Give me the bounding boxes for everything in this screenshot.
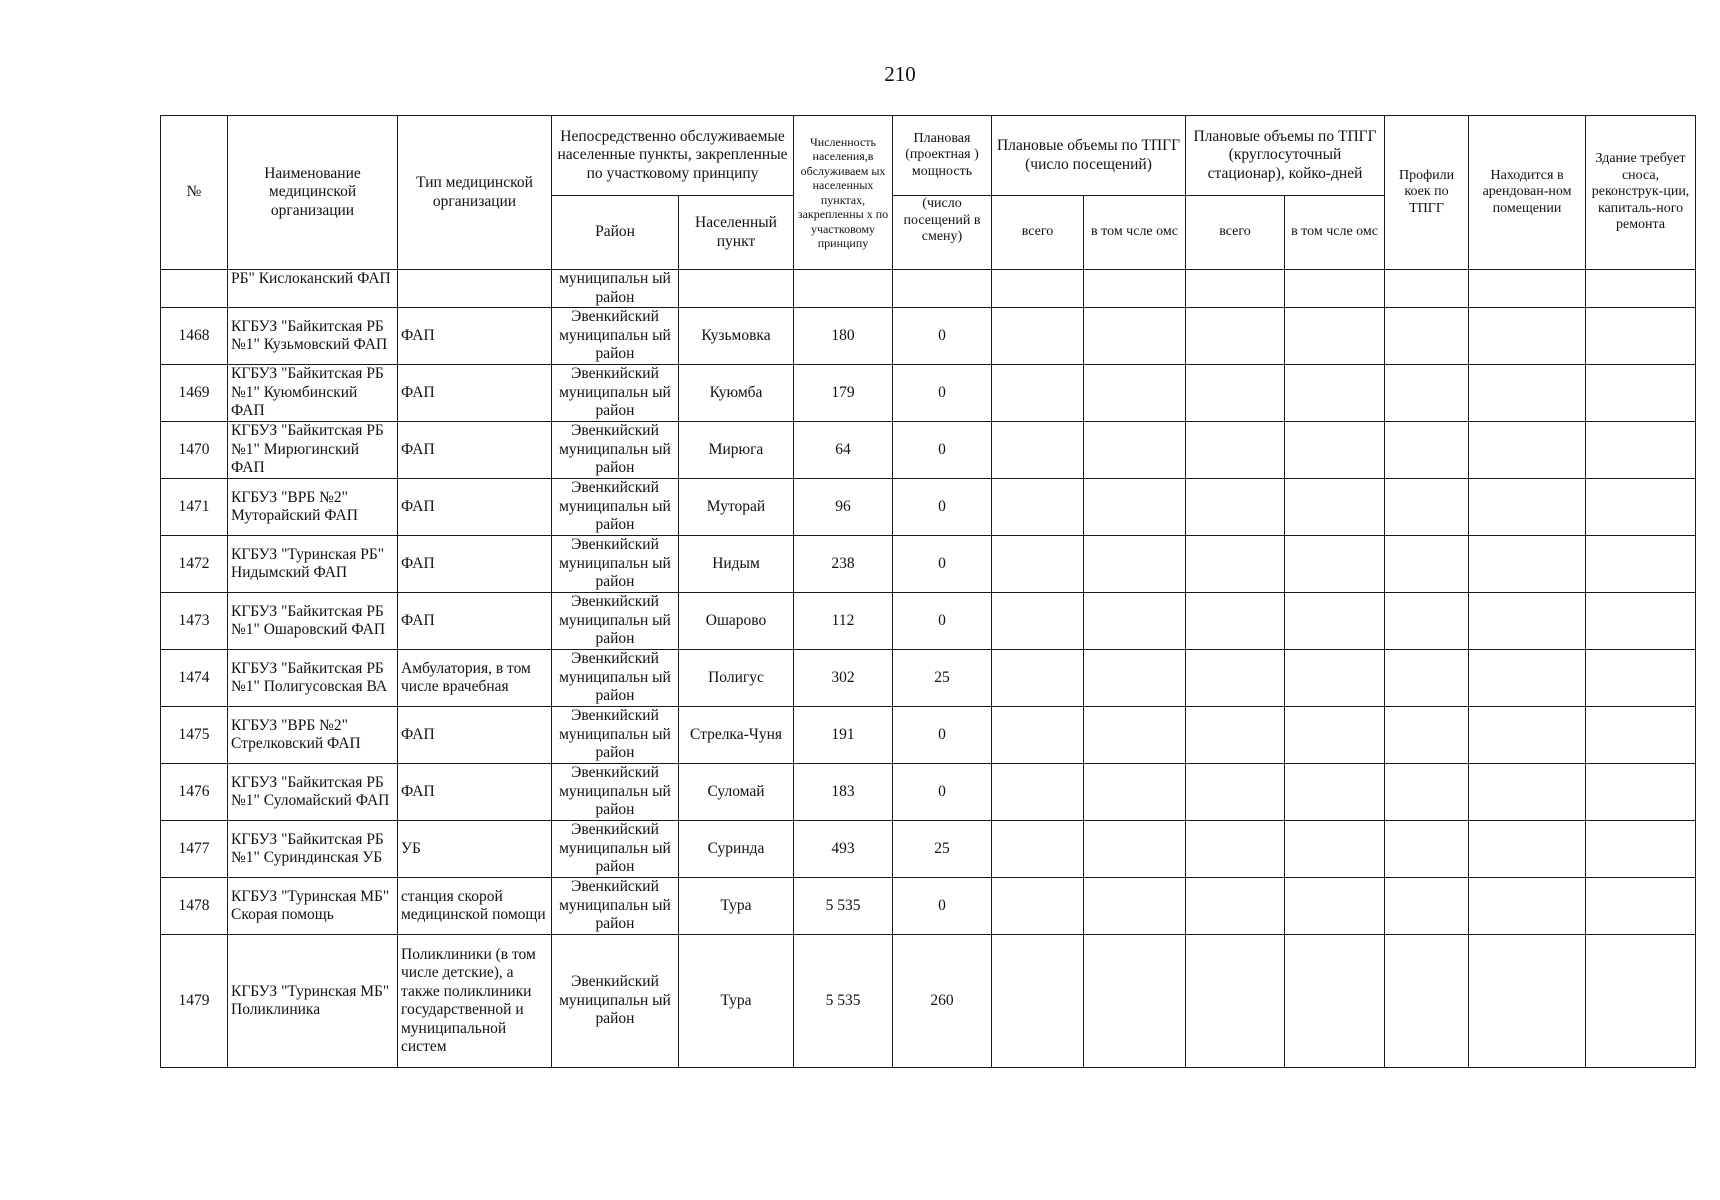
row-empty-cell (1385, 707, 1469, 764)
row-empty-cell (1385, 821, 1469, 878)
row-empty-cell (1385, 365, 1469, 422)
table-row (161, 593, 1696, 650)
row-empty-cell (1084, 821, 1186, 878)
row-org-type: станция скорой медицинской помощи (398, 878, 552, 935)
row-empty-cell (1469, 479, 1586, 536)
row-org-name: КГБУЗ "Байкитская РБ №1" Ошаровский ФАП (228, 593, 398, 650)
header-visits-total: всего (992, 196, 1084, 270)
row-settlement: Муторай (679, 479, 794, 536)
row-capacity: 0 (893, 308, 992, 365)
row-empty-cell (1469, 365, 1586, 422)
row-population: 5 535 (794, 935, 893, 1068)
row-empty-cell (1084, 935, 1186, 1068)
header-population: Численность населения,в обслуживаем ых населенных пунктах, закрепленны х по участковому принципу (794, 116, 893, 270)
row-org-name: КГБУЗ "Байкитская РБ №1" Суриндинская УБ (228, 821, 398, 878)
row-org-name: КГБУЗ "Байкитская РБ №1" Полигусовская ВА (228, 650, 398, 707)
table-row (161, 821, 1696, 878)
row-district: Эвенкийский муниципальн ый район (552, 707, 679, 764)
row-population: 96 (794, 479, 893, 536)
row-empty-cell (1285, 593, 1385, 650)
row-org-name: КГБУЗ "Байкитская РБ №1" Мирюгинский ФАП (228, 422, 398, 479)
header-served-settlements: Непосредственно обслуживаемые населенные пункты, закрепленные по участковому принципу (552, 116, 794, 196)
row-empty-cell (1285, 270, 1385, 308)
row-empty-cell (1186, 422, 1285, 479)
row-num: 1476 (161, 764, 228, 821)
row-empty-cell (1385, 650, 1469, 707)
row-settlement: Суринда (679, 821, 794, 878)
row-empty-cell (1586, 308, 1696, 365)
row-org-type: ФАП (398, 422, 552, 479)
header-demolition: Здание требует сноса, реконструк-ции, капиталь-ного ремонта (1586, 116, 1696, 270)
row-capacity: 0 (893, 365, 992, 422)
row-empty-cell (1285, 764, 1385, 821)
row-org-type: ФАП (398, 707, 552, 764)
row-capacity: 0 (893, 536, 992, 593)
row-population: 179 (794, 365, 893, 422)
row-empty-cell (1469, 707, 1586, 764)
row-empty-cell (1084, 650, 1186, 707)
table-row (161, 270, 1696, 308)
row-empty-cell (992, 536, 1084, 593)
row-empty-cell (1586, 536, 1696, 593)
header-visits-oms: в том чсле омс (1084, 196, 1186, 270)
row-empty-cell (1586, 707, 1696, 764)
row-empty-cell (1186, 593, 1285, 650)
row-empty-cell (1586, 479, 1696, 536)
row-empty-cell (1285, 707, 1385, 764)
row-org-name: КГБУЗ "Байкитская РБ №1" Суломайский ФАП (228, 764, 398, 821)
header-bed-profiles: Профили коек по ТПГГ (1385, 116, 1469, 270)
row-empty-cell (992, 878, 1084, 935)
row-org-type: ФАП (398, 536, 552, 593)
row-population: 238 (794, 536, 893, 593)
row-empty-cell (1186, 764, 1285, 821)
row-num: 1471 (161, 479, 228, 536)
row-empty-cell (1385, 308, 1469, 365)
row-org-name: КГБУЗ "Туринская РБ" Нидымский ФАП (228, 536, 398, 593)
row-empty-cell (1586, 935, 1696, 1068)
row-empty-cell (1586, 422, 1696, 479)
row-empty-cell (992, 479, 1084, 536)
row-empty-cell (1469, 821, 1586, 878)
row-org-name: КГБУЗ "ВРБ №2" Стрелковский ФАП (228, 707, 398, 764)
row-num: 1468 (161, 308, 228, 365)
row-empty-cell (992, 270, 1084, 308)
row-settlement: Тура (679, 935, 794, 1068)
table-row (161, 536, 1696, 593)
row-empty-cell (1084, 764, 1186, 821)
row-empty-cell (1586, 270, 1696, 308)
row-empty-cell (1186, 270, 1285, 308)
row-empty-cell (1285, 422, 1385, 479)
table-row (161, 308, 1696, 365)
row-district: Эвенкийский муниципальн ый район (552, 821, 679, 878)
table-row (161, 935, 1696, 1068)
row-empty-cell (1469, 536, 1586, 593)
row-empty-cell (1385, 593, 1469, 650)
row-population: 493 (794, 821, 893, 878)
row-empty-cell (1385, 935, 1469, 1068)
row-capacity: 0 (893, 707, 992, 764)
row-empty-cell (1469, 422, 1586, 479)
row-empty-cell (1385, 878, 1469, 935)
row-empty-cell (1586, 878, 1696, 935)
row-empty-cell (1186, 308, 1285, 365)
row-capacity: 0 (893, 764, 992, 821)
row-empty-cell (1084, 707, 1186, 764)
row-org-name: КГБУЗ "Туринская МБ" Скорая помощь (228, 878, 398, 935)
row-org-name: КГБУЗ "Байкитская РБ №1" Кузьмовский ФАП (228, 308, 398, 365)
row-empty-cell (1285, 479, 1385, 536)
row-empty-cell (1186, 536, 1285, 593)
row-org-type: ФАП (398, 365, 552, 422)
row-district: Эвенкийский муниципальн ый район (552, 308, 679, 365)
row-empty-cell (992, 821, 1084, 878)
row-settlement: Тура (679, 878, 794, 935)
row-empty-cell (992, 593, 1084, 650)
header-beds-total: всего (1186, 196, 1285, 270)
row-district: Эвенкийский муниципальн ый район (552, 365, 679, 422)
row-settlement (679, 270, 794, 308)
row-capacity: 260 (893, 935, 992, 1068)
row-empty-cell (992, 422, 1084, 479)
row-org-name: КГБУЗ "Байкитская РБ №1" Куюмбинский ФАП (228, 365, 398, 422)
row-empty-cell (1084, 270, 1186, 308)
table-row (161, 878, 1696, 935)
row-empty-cell (1084, 593, 1186, 650)
header-planned-beds: Плановые объемы по ТПГГ (круглосуточный стационар), койко-дней (1186, 116, 1385, 196)
table-row (161, 707, 1696, 764)
medical-organizations-table (160, 115, 1696, 1068)
row-num: 1478 (161, 878, 228, 935)
row-org-type: ФАП (398, 593, 552, 650)
row-org-type: ФАП (398, 479, 552, 536)
row-population: 112 (794, 593, 893, 650)
table-row (161, 764, 1696, 821)
row-org-type (398, 270, 552, 308)
row-empty-cell (1469, 650, 1586, 707)
row-empty-cell (1469, 593, 1586, 650)
row-settlement: Куюмба (679, 365, 794, 422)
row-empty-cell (1186, 365, 1285, 422)
row-num (161, 270, 228, 308)
row-num: 1474 (161, 650, 228, 707)
row-empty-cell (1084, 479, 1186, 536)
row-population: 191 (794, 707, 893, 764)
header-num: № (161, 116, 228, 270)
table-header (161, 116, 1696, 270)
row-empty-cell (1285, 536, 1385, 593)
row-org-name: КГБУЗ "ВРБ №2" Муторайский ФАП (228, 479, 398, 536)
row-empty-cell (1186, 821, 1285, 878)
row-empty-cell (992, 308, 1084, 365)
row-empty-cell (1385, 422, 1469, 479)
row-empty-cell (1586, 764, 1696, 821)
row-empty-cell (1285, 878, 1385, 935)
row-empty-cell (1586, 650, 1696, 707)
row-empty-cell (992, 365, 1084, 422)
row-empty-cell (1084, 536, 1186, 593)
row-population: 183 (794, 764, 893, 821)
row-empty-cell (1285, 821, 1385, 878)
page-number: 210 (884, 62, 916, 86)
row-org-type: ФАП (398, 764, 552, 821)
row-empty-cell (992, 650, 1084, 707)
row-empty-cell (1285, 650, 1385, 707)
row-empty-cell (1385, 764, 1469, 821)
row-empty-cell (1469, 764, 1586, 821)
row-capacity: 0 (893, 422, 992, 479)
row-district: Эвенкийский муниципальн ый район (552, 764, 679, 821)
row-settlement: Нидым (679, 536, 794, 593)
row-empty-cell (1285, 308, 1385, 365)
row-district: Эвенкийский муниципальн ый район (552, 479, 679, 536)
row-org-name: РБ" Кислоканский ФАП (228, 270, 398, 308)
row-org-type: УБ (398, 821, 552, 878)
header-org-name: Наименование медицинской организации (228, 116, 398, 270)
header-settlement: Населенный пункт (679, 196, 794, 270)
row-settlement: Ошарово (679, 593, 794, 650)
row-district: муниципальн ый район (552, 270, 679, 308)
header-capacity-top: Плановая (проектная ) мощность (893, 116, 992, 196)
table-row (161, 479, 1696, 536)
header-rented: Находится в арендован-ном помещении (1469, 116, 1586, 270)
header-beds-oms: в том чсле омс (1285, 196, 1385, 270)
row-district: Эвенкийский муниципальн ый район (552, 536, 679, 593)
row-org-type: Амбулатория, в том числе врачебная (398, 650, 552, 707)
row-num: 1479 (161, 935, 228, 1068)
row-empty-cell (1285, 935, 1385, 1068)
row-num: 1470 (161, 422, 228, 479)
row-district: Эвенкийский муниципальн ый район (552, 878, 679, 935)
row-empty-cell (1084, 422, 1186, 479)
row-empty-cell (992, 935, 1084, 1068)
row-empty-cell (1586, 593, 1696, 650)
row-population: 5 535 (794, 878, 893, 935)
row-capacity (893, 270, 992, 308)
row-num: 1473 (161, 593, 228, 650)
row-settlement: Мирюга (679, 422, 794, 479)
row-capacity: 0 (893, 878, 992, 935)
row-empty-cell (1084, 308, 1186, 365)
row-empty-cell (1385, 270, 1469, 308)
table-body (161, 270, 1696, 1068)
row-capacity: 25 (893, 650, 992, 707)
row-num: 1469 (161, 365, 228, 422)
header-capacity-bottom: (число посещений в смену) (893, 196, 992, 270)
header-planned-visits: Плановые объемы по ТПГГ (число посещений) (992, 116, 1186, 196)
table-row (161, 422, 1696, 479)
row-num: 1477 (161, 821, 228, 878)
row-empty-cell (1469, 878, 1586, 935)
row-org-name: КГБУЗ "Туринская МБ" Поликлиника (228, 935, 398, 1068)
row-capacity: 25 (893, 821, 992, 878)
row-empty-cell (1469, 270, 1586, 308)
row-empty-cell (1285, 365, 1385, 422)
row-population (794, 270, 893, 308)
row-empty-cell (992, 764, 1084, 821)
row-num: 1472 (161, 536, 228, 593)
row-population: 180 (794, 308, 893, 365)
header-org-type: Тип медицинской организации (398, 116, 552, 270)
row-empty-cell (1469, 935, 1586, 1068)
row-empty-cell (1469, 308, 1586, 365)
row-settlement: Суломай (679, 764, 794, 821)
row-num: 1475 (161, 707, 228, 764)
row-empty-cell (1186, 650, 1285, 707)
row-empty-cell (1186, 935, 1285, 1068)
row-capacity: 0 (893, 593, 992, 650)
row-capacity: 0 (893, 479, 992, 536)
row-empty-cell (1586, 821, 1696, 878)
row-district: Эвенкийский муниципальн ый район (552, 935, 679, 1068)
row-empty-cell (1385, 479, 1469, 536)
row-settlement: Кузьмовка (679, 308, 794, 365)
row-settlement: Стрелка-Чуня (679, 707, 794, 764)
row-empty-cell (1186, 479, 1285, 536)
table-row (161, 365, 1696, 422)
row-district: Эвенкийский муниципальн ый район (552, 422, 679, 479)
row-settlement: Полигус (679, 650, 794, 707)
row-population: 302 (794, 650, 893, 707)
row-empty-cell (1586, 365, 1696, 422)
header-district: Район (552, 196, 679, 270)
row-org-type: ФАП (398, 308, 552, 365)
row-empty-cell (1385, 536, 1469, 593)
row-empty-cell (1084, 365, 1186, 422)
row-district: Эвенкийский муниципальн ый район (552, 593, 679, 650)
row-population: 64 (794, 422, 893, 479)
row-empty-cell (992, 707, 1084, 764)
row-empty-cell (1186, 707, 1285, 764)
row-district: Эвенкийский муниципальн ый район (552, 650, 679, 707)
row-empty-cell (1084, 878, 1186, 935)
row-org-type: Поликлиники (в том числе детские), а также поликлиники государственной и муниципальной систем (398, 935, 552, 1068)
table-row (161, 650, 1696, 707)
row-empty-cell (1186, 878, 1285, 935)
